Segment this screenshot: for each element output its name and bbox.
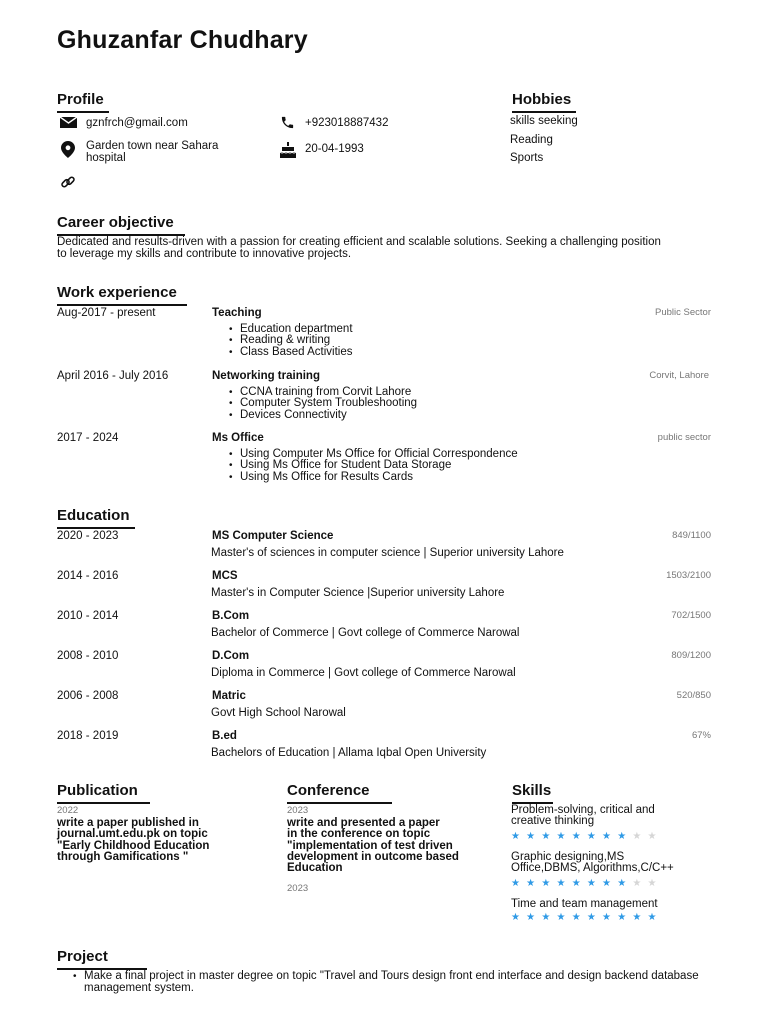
star-filled-icon: ★ xyxy=(632,912,648,923)
conference-line: "implementation of test driven xyxy=(287,839,453,852)
education-date: 2008 - 2010 xyxy=(57,650,119,662)
hobby-item: Sports xyxy=(510,152,544,164)
education-score: 849/1100 xyxy=(672,530,711,541)
location-pin-icon xyxy=(61,141,75,158)
work-bullet: • Education department xyxy=(229,324,353,335)
star-empty-icon: ★ xyxy=(647,878,663,889)
career-heading: Career objective xyxy=(57,214,185,236)
skill-line: Office,DBMS, Algorithms,C/C++ xyxy=(511,862,674,875)
skill-line: Problem-solving, critical and xyxy=(511,804,655,816)
education-desc: Master's in Computer Science |Superior university Lahore xyxy=(211,587,505,599)
profile-heading: Profile xyxy=(57,91,109,113)
education-desc: Diploma in Commerce | Govt college of Commerce Narowal xyxy=(211,667,516,679)
hobby-item: Reading xyxy=(510,134,553,146)
star-filled-icon: ★ xyxy=(602,831,618,842)
star-filled-icon: ★ xyxy=(511,878,527,889)
education-degree: MCS xyxy=(212,570,238,582)
education-desc: Bachelor of Commerce | Govt college of Commerce Narowal xyxy=(211,627,520,639)
skill-name xyxy=(511,805,655,828)
education-degree: MS Computer Science xyxy=(212,530,334,542)
star-filled-icon: ★ xyxy=(511,831,527,842)
star-filled-icon: ★ xyxy=(586,878,603,889)
cake-icon xyxy=(280,142,296,158)
star-filled-icon: ★ xyxy=(526,878,542,889)
work-heading: Work experience xyxy=(57,284,187,306)
birthdate-text: 20-04-1993 xyxy=(305,143,364,155)
publication-line: "Early Childhood Education xyxy=(57,839,210,852)
conference-line: development in outcome based xyxy=(287,850,459,863)
publication-text xyxy=(57,818,209,863)
address-text: Garden town near Sahara hospital xyxy=(86,140,219,164)
conference-heading: Conference xyxy=(287,782,392,804)
project-list xyxy=(73,971,713,994)
star-filled-icon: ★ xyxy=(617,878,633,889)
envelope-icon xyxy=(60,117,77,128)
star-filled-icon: ★ xyxy=(571,878,587,889)
project-heading: Project xyxy=(57,948,147,970)
education-degree: Matric xyxy=(212,690,246,702)
link-icon[interactable] xyxy=(60,174,76,190)
conference-line: in the conference on topic xyxy=(287,828,431,841)
star-filled-icon: ★ xyxy=(586,831,603,842)
hobby-item: skills seeking xyxy=(510,115,578,127)
education-degree: B.Com xyxy=(212,610,250,622)
publication-line: write a paper published in xyxy=(57,817,199,829)
email-text: gznfrch@gmail.com xyxy=(86,117,188,129)
education-date: 2020 - 2023 xyxy=(57,530,119,542)
skills-heading: Skills xyxy=(512,782,553,804)
education-degree: D.Com xyxy=(212,650,250,662)
skill-line: Graphic designing,MS xyxy=(511,851,625,863)
star-filled-icon: ★ xyxy=(526,912,542,923)
publication-line: journal.umt.edu.pk on topic xyxy=(57,828,208,841)
star-filled-icon: ★ xyxy=(647,912,663,923)
star-filled-icon: ★ xyxy=(541,878,557,889)
education-date: 2014 - 2016 xyxy=(57,570,119,582)
education-score: 520/850 xyxy=(676,690,711,701)
conference-text xyxy=(287,818,459,874)
work-bullets xyxy=(229,449,518,483)
star-filled-icon: ★ xyxy=(541,831,557,842)
education-desc: Bachelors of Education | Allama Iqbal Open University xyxy=(211,747,487,759)
phone-icon xyxy=(280,115,295,130)
work-bullet: • Computer System Troubleshooting xyxy=(229,398,417,409)
star-empty-icon: ★ xyxy=(632,831,648,842)
skill-line: creative thinking xyxy=(511,815,595,828)
star-filled-icon: ★ xyxy=(586,912,603,923)
publication-heading: Publication xyxy=(57,782,150,804)
candidate-name: Ghuzanfar Chudhary xyxy=(57,26,308,54)
work-date: Aug-2017 - present xyxy=(57,307,156,319)
star-empty-icon: ★ xyxy=(647,831,663,842)
work-bullet: • CCNA training from Corvit Lahore xyxy=(229,387,417,398)
work-title: Teaching xyxy=(212,307,262,319)
project-item: • Make a final project in master degree on topic "Travel and Tours design front end interface and design backend database management system. xyxy=(73,971,713,994)
education-score: 67% xyxy=(691,730,711,741)
career-text: Dedicated and results-driven with a passion for creating efficient and scalable solutions. Seeking a challenging position to leverage my skills and contribute to innovative projects. xyxy=(57,236,661,260)
star-filled-icon: ★ xyxy=(526,831,542,842)
star-filled-icon: ★ xyxy=(571,912,587,923)
education-heading: Education xyxy=(57,507,135,529)
education-score: 809/1200 xyxy=(671,650,711,661)
skill-name: Time and team management xyxy=(511,898,658,910)
education-date: 2018 - 2019 xyxy=(57,730,119,742)
work-bullet: • Using Ms Office for Student Data Storage xyxy=(229,460,518,471)
skill-rating xyxy=(511,832,663,842)
work-org: Public Sector xyxy=(655,307,711,318)
work-bullet: • Devices Connectivity xyxy=(229,410,417,421)
star-filled-icon: ★ xyxy=(541,912,557,923)
star-filled-icon: ★ xyxy=(571,831,587,842)
star-filled-icon: ★ xyxy=(602,912,618,923)
work-bullet: • Reading & writing xyxy=(229,335,353,346)
work-date: April 2016 - July 2016 xyxy=(57,370,169,382)
education-score: 702/1500 xyxy=(671,610,711,621)
publication-year: 2022 xyxy=(57,805,79,816)
skill-rating xyxy=(511,879,663,889)
phone-text: +923018887432 xyxy=(305,117,389,129)
education-degree: B.ed xyxy=(212,730,237,742)
conference-year-2: 2023 xyxy=(287,883,309,894)
work-bullet: • Using Ms Office for Results Cards xyxy=(229,472,518,483)
conference-line: Education xyxy=(287,862,343,875)
publication-line: through Gamifications " xyxy=(57,850,189,863)
work-bullet: • Class Based Activities xyxy=(229,347,353,358)
work-title: Ms Office xyxy=(212,432,264,444)
work-title: Networking training xyxy=(212,370,320,382)
work-date: 2017 - 2024 xyxy=(57,432,119,444)
education-desc: Govt High School Narowal xyxy=(211,707,346,719)
work-bullets xyxy=(229,387,417,421)
education-date: 2006 - 2008 xyxy=(57,690,119,702)
education-date: 2010 - 2014 xyxy=(57,610,119,622)
star-filled-icon: ★ xyxy=(556,878,572,889)
star-empty-icon: ★ xyxy=(632,878,648,889)
hobbies-heading: Hobbies xyxy=(512,91,576,113)
star-filled-icon: ★ xyxy=(556,912,572,923)
work-bullet: • Using Computer Ms Office for Official Correspondence xyxy=(229,449,518,460)
star-filled-icon: ★ xyxy=(617,831,633,842)
work-bullets xyxy=(229,324,353,358)
conference-line: write and presented a paper xyxy=(287,817,440,829)
education-score: 1503/2100 xyxy=(666,570,711,581)
education-desc: Master's of sciences in computer science | Superior university Lahore xyxy=(211,547,564,559)
skill-rating xyxy=(511,913,663,923)
skill-name xyxy=(511,852,674,875)
work-org: public sector xyxy=(657,432,711,443)
work-org: Corvit, Lahore xyxy=(649,370,709,381)
conference-year: 2023 xyxy=(287,805,309,816)
star-filled-icon: ★ xyxy=(602,878,618,889)
star-filled-icon: ★ xyxy=(556,831,572,842)
star-filled-icon: ★ xyxy=(511,912,527,923)
star-filled-icon: ★ xyxy=(617,912,633,923)
